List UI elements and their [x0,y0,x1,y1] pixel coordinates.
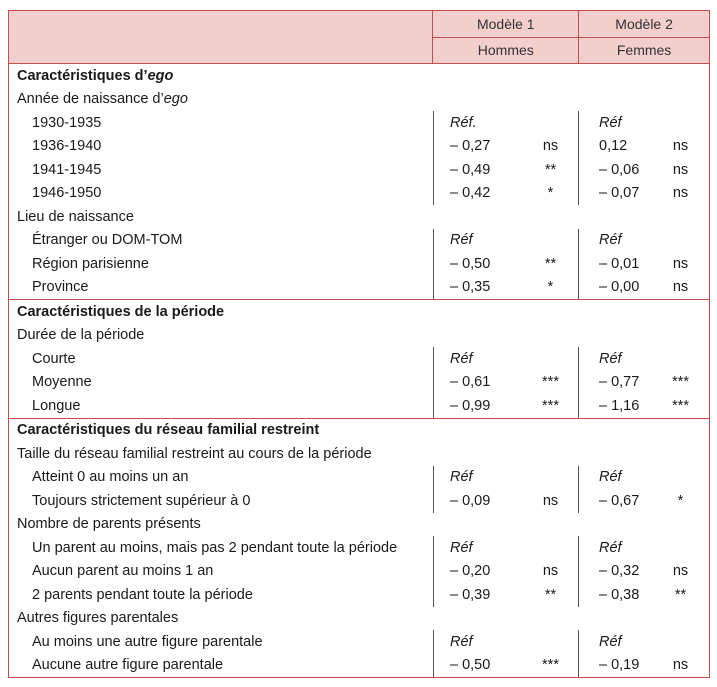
table-row [9,347,709,371]
model2-significance: ns [672,563,689,580]
table-row [9,489,709,513]
model1-significance: ns [542,492,559,509]
model1-coefficient: Réf. [433,111,523,135]
row-label: Au moins une autre figure parentale [32,633,263,650]
table-row [9,135,709,159]
section-title-italic: ego [147,67,174,84]
group-label [9,513,709,537]
model1-coefficient: – 0,61 [433,371,523,395]
row-label: Étranger ou DOM-TOM [32,232,183,249]
model1-coefficient: – 0,27 [433,135,523,159]
model1-coefficient: – 0,35 [433,276,523,300]
model2-coefficient: Réf [578,229,653,253]
section-title-text: Caractéristiques d’ [17,67,148,84]
model2-coefficient: Réf [578,630,653,654]
header-stub [9,11,433,63]
model2-significance: ns [672,161,689,178]
group-label-text: Taille du réseau familial restreint au cours de la période [17,445,372,462]
table-row [9,630,709,654]
model2-significance: ns [672,185,689,202]
group-label [9,324,709,348]
model1-coefficient: Réf [433,536,523,560]
header-model2 [579,11,709,63]
model2-coefficient: – 0,01 [578,252,653,276]
model2-significance: *** [672,374,689,391]
model2-coefficient: – 0,77 [578,371,653,395]
row-label: Province [32,279,89,296]
model2-coefficient: Réf [578,111,653,135]
row-label: Courte [32,350,76,367]
group-label-label [9,516,433,532]
table-body [9,64,709,677]
model1-significance: * [547,185,554,202]
model2-coefficient: – 0,38 [578,583,653,607]
section-title-label [9,68,433,84]
model2-significance [653,347,708,371]
row-label: Toujours strictement supérieur à 0 [32,492,251,509]
row-label: Longue [32,397,81,414]
model2-coefficient: – 0,19 [578,654,653,678]
section-title-text: Caractéristiques du réseau familial restreint [17,422,320,439]
section-2 [9,419,709,678]
header-model2-subtitle: Femmes [616,42,672,59]
group-label-text: Nombre de parents présents [17,516,201,533]
group-label-text: Durée de la période [17,327,145,344]
row-label: Moyenne [32,374,92,391]
row-label: Un parent au moins, mais pas 2 pendant toute la période [32,539,398,556]
model1-coefficient: – 0,49 [433,158,523,182]
header-model2-title: Modèle 2 [579,11,709,38]
table-row [9,276,709,300]
table-row [9,466,709,490]
model1-significance: ** [544,586,557,603]
group-label-italic: ego [163,91,188,108]
model1-significance [523,630,578,654]
model2-significance: ns [672,279,689,296]
model1-coefficient: Réf [433,466,523,490]
model1-coefficient: – 0,39 [433,583,523,607]
model1-significance: * [547,279,554,296]
model1-significance [523,347,578,371]
model2-significance [653,466,708,490]
model1-coefficient: – 0,99 [433,394,523,418]
table-header [9,10,709,64]
model1-significance [523,229,578,253]
row-label: Région parisienne [32,255,149,272]
model2-coefficient: – 1,16 [578,394,653,418]
section-1 [9,300,709,419]
model1-significance [523,111,578,135]
row-label: 1936-1940 [32,138,102,155]
row-label: 1930-1935 [32,114,102,131]
model2-coefficient: – 0,32 [578,560,653,584]
model1-significance: *** [542,374,559,391]
model2-significance [653,630,708,654]
table-row [9,583,709,607]
model1-coefficient: – 0,09 [433,489,523,513]
group-label-label [9,91,433,107]
model1-coefficient: – 0,50 [433,252,523,276]
model2-significance: *** [672,397,689,414]
model1-coefficient: Réf [433,229,523,253]
model1-significance: *** [542,657,559,674]
model2-significance [653,111,708,135]
row-label: 2 parents pendant toute la période [32,586,253,603]
table-row [9,252,709,276]
section-title [9,64,709,88]
table-row [9,371,709,395]
model2-significance: ns [672,657,689,674]
table-row [9,654,709,678]
model1-significance: *** [542,397,559,414]
regression-table [8,10,710,678]
header-model1-title: Modèle 1 [433,11,578,38]
section-0 [9,64,709,300]
header-model1-subtitle: Hommes [477,42,534,59]
group-label-text: Année de naissance d’ [17,91,164,108]
model2-coefficient: Réf [578,536,653,560]
table-row [9,158,709,182]
table-row [9,560,709,584]
header-model1 [433,11,579,63]
row-label: Aucune autre figure parentale [32,657,224,674]
model2-significance: ns [672,138,689,155]
section-title-text: Caractéristiques de la période [17,303,225,320]
row-label: Aucun parent au moins 1 an [32,563,214,580]
model1-coefficient: Réf [433,347,523,371]
group-label [9,205,709,229]
table-row [9,182,709,206]
table-row [9,229,709,253]
model2-significance [653,229,708,253]
group-label-label [9,327,433,343]
model1-coefficient: – 0,50 [433,654,523,678]
section-title-label [9,304,433,320]
row-label: 1941-1945 [32,161,102,178]
table-row [9,111,709,135]
table-row [9,394,709,418]
model1-significance: ** [544,255,557,272]
model2-significance: ** [674,586,687,603]
model2-coefficient: – 0,00 [578,276,653,300]
model1-significance: ns [542,138,559,155]
model2-coefficient: 0,12 [578,135,653,159]
model2-significance [653,536,708,560]
model2-coefficient: Réf [578,347,653,371]
group-label-label [9,446,433,462]
model2-significance: ns [672,255,689,272]
section-title [9,419,709,443]
model1-significance: ** [544,161,557,178]
group-label [9,88,709,112]
row-label: Atteint 0 au moins un an [32,469,189,486]
model2-coefficient: – 0,06 [578,158,653,182]
model2-significance: * [677,492,684,509]
section-title [9,300,709,324]
row-label: 1946-1950 [32,185,102,202]
group-label-text: Autres figures parentales [17,610,179,627]
group-label [9,607,709,631]
model1-coefficient: – 0,20 [433,560,523,584]
model1-significance: ns [542,563,559,580]
section-title-label [9,422,433,438]
model1-coefficient: Réf [433,630,523,654]
model1-significance [523,536,578,560]
group-label [9,442,709,466]
model1-coefficient: – 0,42 [433,182,523,206]
model2-coefficient: – 0,67 [578,489,653,513]
model1-significance [523,466,578,490]
group-label-text: Lieu de naissance [17,208,134,225]
model2-coefficient: Réf [578,466,653,490]
group-label-label [9,610,433,626]
table-row [9,536,709,560]
model2-coefficient: – 0,07 [578,182,653,206]
group-label-label [9,209,433,225]
